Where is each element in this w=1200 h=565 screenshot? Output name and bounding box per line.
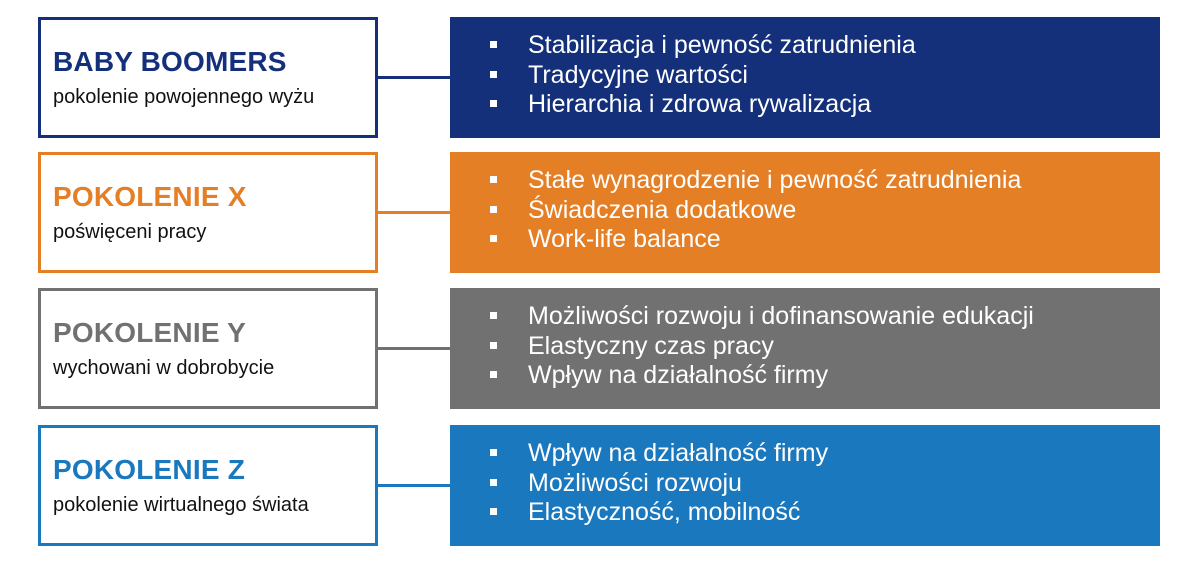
- list-item-text: Możliwości rozwoju i dofinansowanie edukacji: [528, 302, 1034, 330]
- square-bullet-icon: [490, 479, 497, 486]
- detail-list: [488, 439, 1160, 528]
- square-bullet-icon: [490, 312, 497, 319]
- list-item: [488, 302, 1160, 332]
- generation-title: POKOLENIE Z: [53, 454, 245, 485]
- generation-label-box: [38, 152, 378, 273]
- list-item: [488, 439, 1160, 469]
- square-bullet-icon: [490, 41, 497, 48]
- list-item: [488, 31, 1160, 61]
- generation-subtitle: poświęceni pracy: [53, 221, 207, 243]
- generation-detail-box: [450, 17, 1160, 138]
- generation-title: POKOLENIE X: [53, 181, 247, 212]
- list-item-text: Elastyczny czas pracy: [528, 331, 774, 360]
- list-item-text: Elastyczność, mobilność: [528, 498, 801, 526]
- square-bullet-icon: [490, 176, 497, 183]
- square-bullet-icon: [490, 206, 497, 213]
- square-bullet-icon: [490, 342, 497, 349]
- list-item: [488, 361, 1160, 391]
- list-item: [488, 196, 1160, 226]
- generation-label-box: [38, 17, 378, 138]
- connector-line: [378, 76, 450, 79]
- list-item-text: Tradycyjne wartości: [528, 60, 748, 89]
- connector-line: [378, 347, 450, 350]
- square-bullet-icon: [490, 371, 497, 378]
- detail-list: [488, 31, 1160, 120]
- square-bullet-icon: [490, 235, 497, 242]
- list-item: [488, 90, 1160, 120]
- generation-detail-box: [450, 425, 1160, 546]
- list-item: [488, 469, 1160, 499]
- square-bullet-icon: [490, 100, 497, 107]
- square-bullet-icon: [490, 508, 497, 515]
- list-item: [488, 61, 1160, 91]
- list-item-text: Hierarchia i zdrowa rywalizacja: [528, 90, 872, 118]
- list-item-text: Work-life balance: [528, 225, 721, 253]
- generation-subtitle: pokolenie powojennego wyżu: [53, 86, 315, 108]
- list-item: [488, 332, 1160, 362]
- generation-title: POKOLENIE Y: [53, 317, 247, 348]
- generation-label-box: [38, 425, 378, 546]
- detail-list: [488, 302, 1160, 391]
- generation-label-box: [38, 288, 378, 409]
- list-item-text: Świadczenia dodatkowe: [528, 195, 797, 224]
- list-item-text: Stabilizacja i pewność zatrudnienia: [528, 31, 916, 59]
- list-item-text: Możliwości rozwoju: [528, 468, 742, 497]
- connector-line: [378, 211, 450, 214]
- list-item-text: Wpływ na działalność firmy: [528, 439, 829, 467]
- connector-line: [378, 484, 450, 487]
- generation-subtitle: pokolenie wirtualnego świata: [53, 494, 309, 516]
- generation-detail-box: [450, 288, 1160, 409]
- list-item: [488, 498, 1160, 528]
- detail-list: [488, 166, 1160, 255]
- generation-title: BABY BOOMERS: [53, 46, 287, 77]
- generation-subtitle: wychowani w dobrobycie: [53, 357, 275, 379]
- square-bullet-icon: [490, 449, 497, 456]
- list-item: [488, 166, 1160, 196]
- generation-detail-box: [450, 152, 1160, 273]
- list-item-text: Wpływ na działalność firmy: [528, 361, 829, 389]
- square-bullet-icon: [490, 71, 497, 78]
- list-item-text: Stałe wynagrodzenie i pewność zatrudnienia: [528, 166, 1022, 194]
- list-item: [488, 225, 1160, 255]
